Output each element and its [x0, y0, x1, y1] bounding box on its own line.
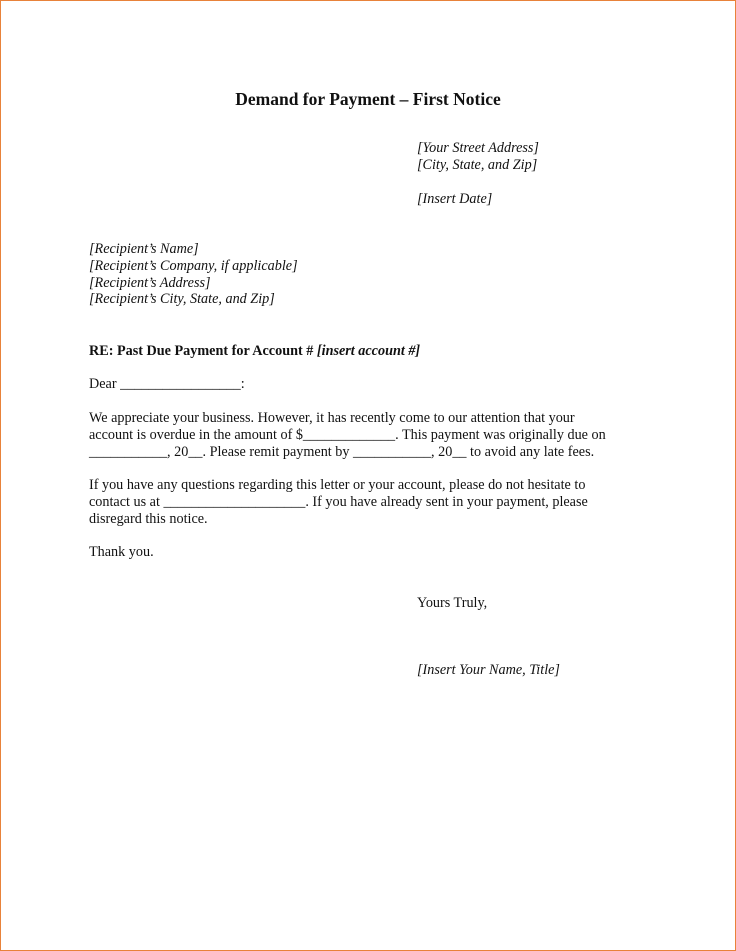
- letter-date: [Insert Date]: [417, 191, 493, 207]
- subject-line: [89, 343, 420, 360]
- body-paragraph-1: [89, 410, 606, 460]
- recipient-name: [Recipient’s Name]: [89, 241, 199, 257]
- body-paragraph-2: [89, 477, 588, 527]
- recipient-block: [89, 241, 298, 308]
- sender-street: [Your Street Address]: [417, 140, 539, 156]
- sender-city: [City, State, and Zip]: [417, 156, 538, 173]
- paragraph-line: ___________, 20__. Please remit payment by ___________, 20__ to avoid any late fees.: [89, 443, 595, 460]
- paragraph-line: disregard this notice.: [89, 510, 208, 527]
- valediction: Yours Truly,: [417, 595, 488, 611]
- thank-you: Thank you.: [89, 544, 154, 560]
- paragraph-line: account is overdue in the amount of $_____________. This payment was originally due on: [89, 426, 606, 443]
- signature-placeholder: [Insert Your Name, Title]: [417, 662, 560, 678]
- paragraph-line: If you have any questions regarding this letter or your account, please do not hesitate to: [89, 477, 586, 493]
- salutation: Dear _________________:: [89, 376, 245, 392]
- paragraph-line: contact us at ____________________. If you have already sent in your payment, please: [89, 493, 588, 510]
- subject-label: RE: Past Due Payment for Account #: [89, 343, 317, 359]
- subject-account: [insert account #]: [316, 343, 421, 359]
- recipient-company: [Recipient’s Company, if applicable]: [89, 257, 298, 274]
- paragraph-line: We appreciate your business. However, it has recently come to our attention that your: [89, 410, 575, 426]
- recipient-address: [Recipient’s Address]: [89, 274, 211, 291]
- page-title: Demand for Payment – First Notice: [235, 89, 501, 109]
- sender-address: [417, 140, 539, 174]
- recipient-city: [Recipient’s City, State, and Zip]: [89, 291, 275, 308]
